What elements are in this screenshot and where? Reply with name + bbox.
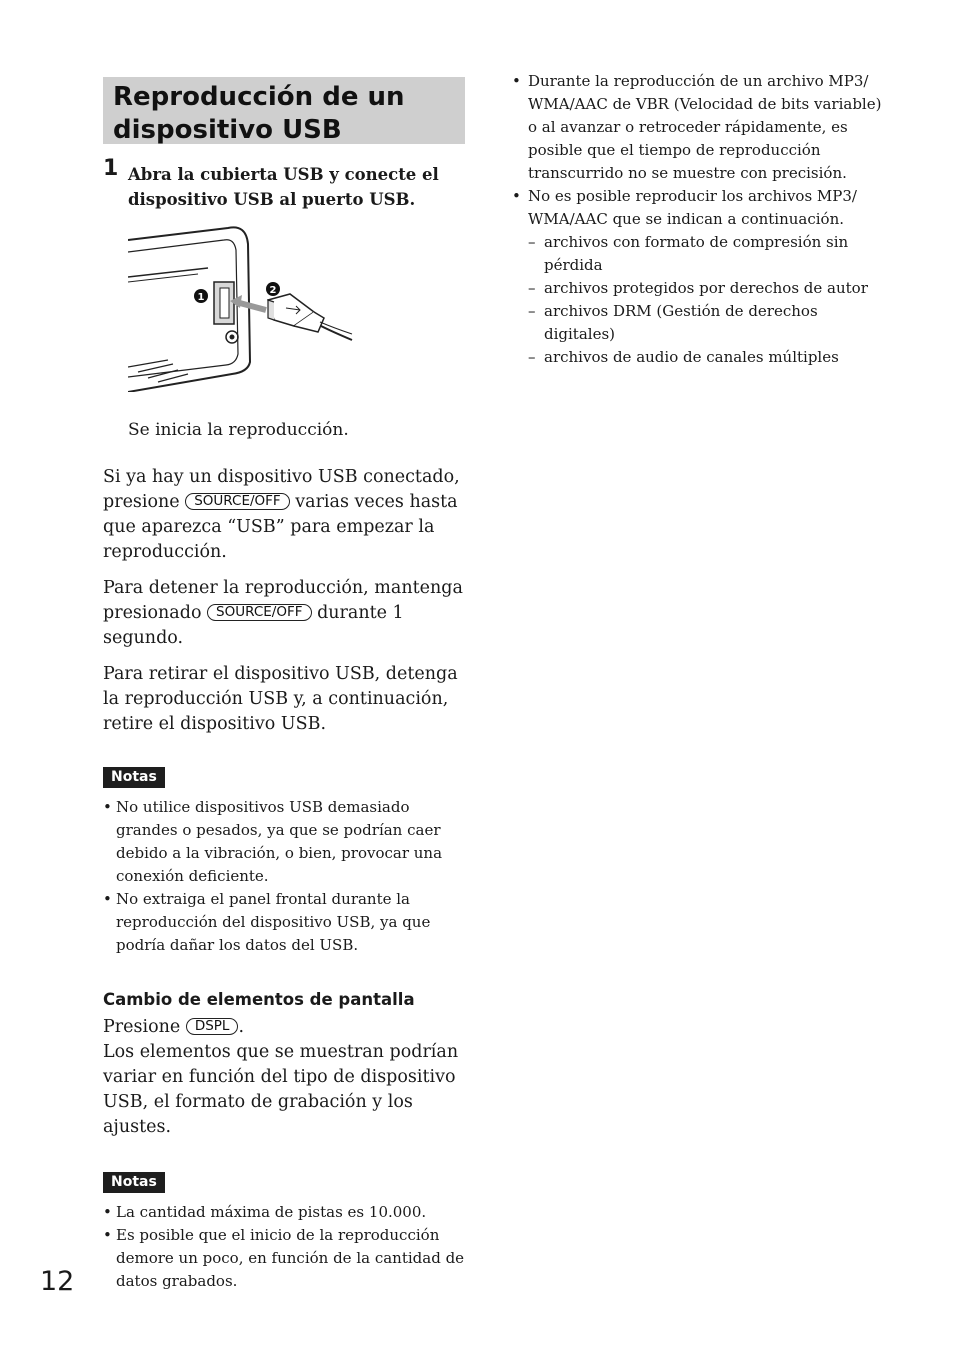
section-title-box: [103, 77, 465, 144]
notes-list: [103, 1201, 465, 1293]
press-pre: Presione: [103, 1017, 186, 1037]
left-column: [103, 77, 465, 1293]
para2-post: durante 1 segundo.: [103, 603, 404, 648]
list-item: • No es posible reproducir los archivos MP3/ WMA/AAC que se indican a continuación.: [512, 185, 882, 231]
list-item: – archivos protegidos por derechos de autor: [512, 277, 882, 300]
list-item: – archivos DRM (Gestión de derechos digitales): [512, 300, 882, 346]
list-item: – archivos con formato de compresión sin pérdida: [512, 231, 882, 277]
section-heading: Cambio de elementos de pantalla: [103, 990, 415, 1009]
display-items-text: Los elementos que se muestran podrían variar en función del tipo de dispositivo USB, el formato de grabación y los ajustes.: [103, 1042, 459, 1137]
right-bullets: [512, 70, 882, 231]
list-item: • Es posible que el inicio de la reproducción demore un poco, en función de la cantidad de datos grabados.: [103, 1224, 465, 1293]
page-number: 12: [40, 1266, 75, 1297]
list-item: – archivos de audio de canales múltiples: [512, 346, 882, 369]
unsupported-files-list: [512, 231, 882, 369]
step-1: [103, 156, 465, 212]
callout-1-label: 1: [197, 292, 205, 303]
press-dspl-text: [103, 1015, 465, 1040]
paragraph-stop-playback: [103, 576, 465, 651]
playback-starts-text: Se inicia la reproducción.: [128, 420, 349, 440]
right-column: [512, 70, 882, 369]
step-number: 1: [103, 156, 119, 181]
source-off-button: SOURCE/OFF: [207, 604, 311, 621]
page-title: Reproducción de un dispositivo USB: [113, 82, 405, 145]
usb-connection-illustration: [128, 222, 358, 392]
source-off-button: SOURCE/OFF: [185, 493, 289, 510]
dspl-button: DSPL: [186, 1018, 239, 1035]
list-item: • No utilice dispositivos USB demasiado grandes o pesados, ya que se podrían caer debido a la vibración, o bien, provocar una conexión deficiente.: [103, 796, 465, 888]
step-text: Abra la cubierta USB y conecte el dispositivo USB al puerto USB.: [128, 165, 439, 209]
paragraph-usb-connected: [103, 465, 465, 565]
paragraph-remove-device: Para retirar el dispositivo USB, detenga la reproducción USB y, a continuación, retire el dispositivo USB.: [103, 664, 458, 734]
notes-list: [103, 796, 465, 957]
list-item: • Durante la reproducción de un archivo MP3/ WMA/AAC de VBR (Velocidad de bits variable) o al avanzar o retroceder rápidamente, es posible que el tiempo de reproducción transcurrido no se muestre con precisión.: [512, 70, 882, 185]
callout-2-label: 2: [269, 285, 277, 296]
notes-label: Notas: [103, 767, 165, 788]
para2-pre: Para detener la reproducción, mantenga presionado: [103, 578, 463, 623]
para1-pre: Si ya hay un dispositivo USB conectado, presione: [103, 467, 460, 512]
para1-post: varias veces hasta que aparezca “USB” para empezar la reproducción.: [103, 492, 458, 562]
list-item: • No extraiga el panel frontal durante la reproducción del dispositivo USB, ya que podría dañar los datos del USB.: [103, 888, 465, 957]
press-post: .: [238, 1017, 245, 1037]
list-item: • La cantidad máxima de pistas es 10.000.: [103, 1201, 465, 1224]
notes-label: Notas: [103, 1172, 165, 1193]
